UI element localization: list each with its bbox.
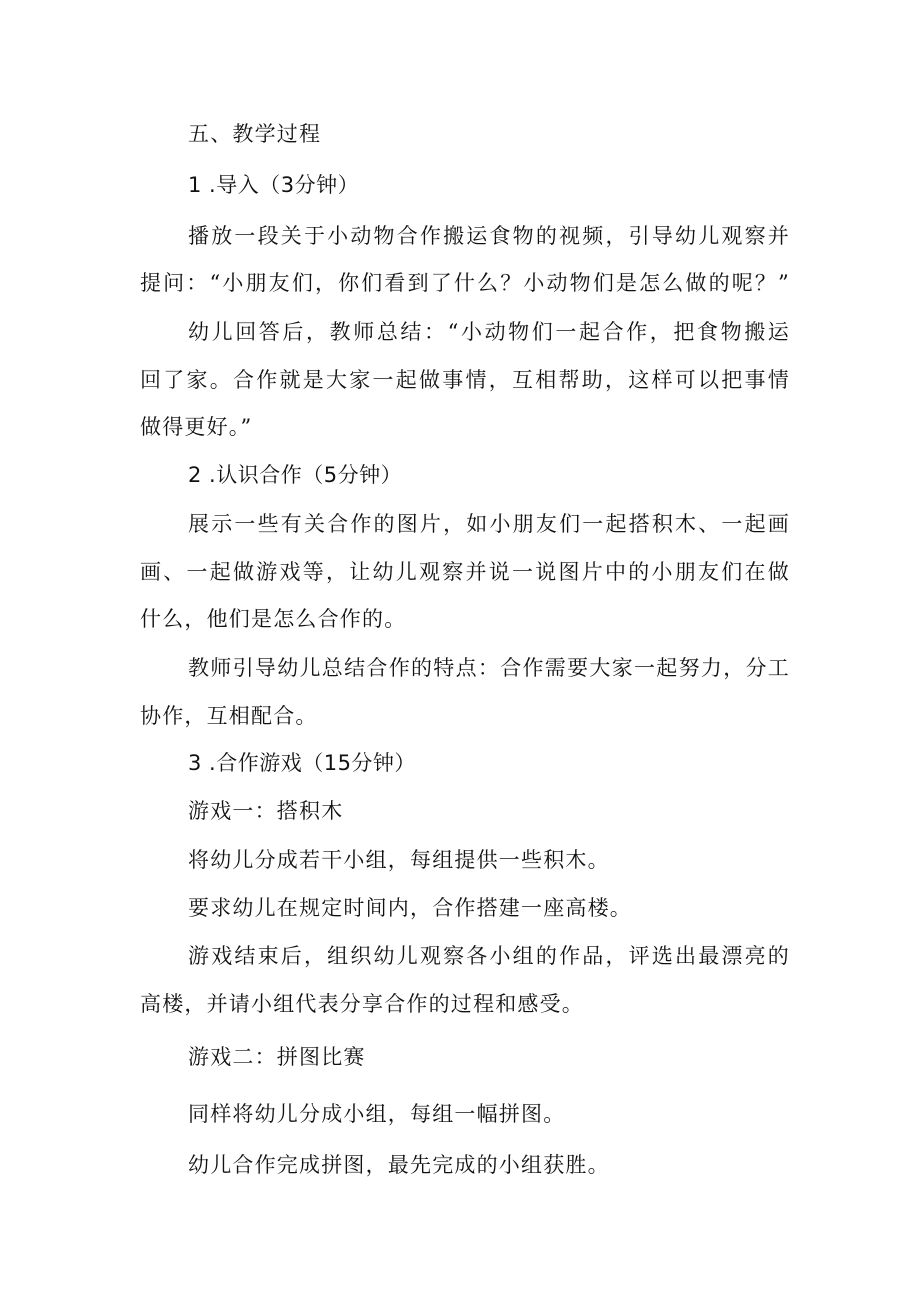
step-1-para-2-line-1: 幼儿回答后，教师总结：“小动物们一起合作，把食物搬运 [188, 320, 790, 344]
game-1-summary-line-2: 高楼，并请小组代表分享合作的过程和感受。 [140, 992, 584, 1016]
step-1-title: 1 .导入（3分钟） [188, 173, 360, 197]
step-1-para-2-line-2: 回了家。合作就是大家一起做事情，互相帮助，这样可以把事情 [140, 368, 790, 392]
game-1-summary-line-1: 游戏结束后，组织幼儿观察各小组的作品，评选出最漂亮的 [188, 944, 790, 968]
step-1-para-2-line-3: 做得更好。” [140, 415, 253, 439]
step-2-para-2-line-1: 教师引导幼儿总结合作的特点：合作需要大家一起努力，分工 [188, 656, 790, 680]
game-1-item-1: 将幼儿分成若干小组，每组提供一些积木。 [188, 848, 610, 872]
step-2-title: 2 .认识合作（5分钟） [188, 463, 403, 487]
game-1-title: 游戏一：搭积木 [188, 799, 344, 823]
step-2-para-1-line-2: 画、一起做游戏等，让幼儿观察并说一说图片中的小朋友们在做 [140, 560, 790, 584]
step-2-para-1-line-3: 什么，他们是怎么合作的。 [140, 607, 407, 631]
section-heading: 五、教学过程 [188, 122, 322, 146]
step-1-para-1-line-2: 提问：“小朋友们，你们看到了什么？小动物们是怎么做的呢？” [140, 271, 790, 295]
game-2-item-1: 同样将幼儿分成小组，每组一幅拼图。 [188, 1102, 566, 1126]
step-1-para-1-line-1: 播放一段关于小动物合作搬运食物的视频，引导幼儿观察并 [188, 224, 790, 248]
game-1-item-2: 要求幼儿在规定时间内，合作搭建一座高楼。 [188, 896, 632, 920]
game-2-title: 游戏二：拼图比赛 [188, 1045, 366, 1069]
step-2-para-2-line-2: 协作，互相配合。 [140, 704, 318, 728]
step-2-para-1-line-1: 展示一些有关合作的图片，如小朋友们一起搭积木、一起画 [188, 512, 790, 536]
step-3-title: 3 .合作游戏（15分钟） [188, 751, 416, 775]
game-2-item-2: 幼儿合作完成拼图，最先完成的小组获胜。 [188, 1153, 610, 1177]
